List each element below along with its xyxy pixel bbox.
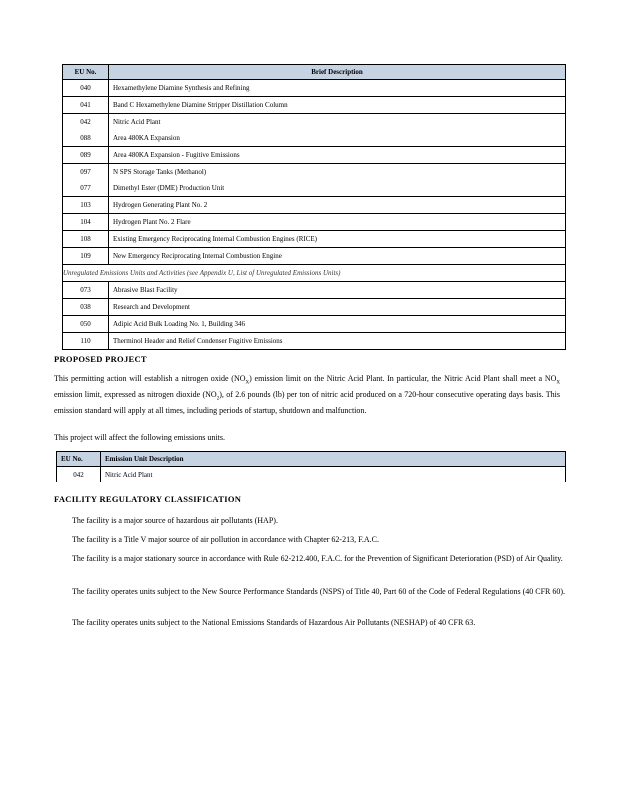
eu-number: 040 (63, 80, 109, 97)
bullet-text: The facility is a major stationary source in accordance with Rule 62-212.400, F.A.C. for the Prevention of Significant Deterioration (PSD) of Air Quality. (72, 554, 563, 563)
list-item (56, 553, 566, 565)
table-row (63, 147, 566, 164)
table-row (57, 467, 566, 483)
eu-number: 038 (63, 299, 109, 316)
emissions-units-table (62, 64, 566, 350)
proposed-project-heading: PROPOSED PROJECT (54, 354, 147, 364)
subscript: 2 (216, 396, 220, 402)
eu-description: Research and Development (109, 299, 566, 316)
list-item (56, 515, 566, 527)
table-row (63, 130, 566, 147)
table-row (63, 180, 566, 197)
table-row (63, 114, 566, 131)
eu-number: 042 (57, 467, 101, 483)
table-row (63, 164, 566, 181)
list-item (56, 586, 566, 598)
eu-number: 089 (63, 147, 109, 164)
eu-description: Area 480KA Expansion - Fugitive Emissions (109, 147, 566, 164)
eu-description: Hexamethylene Diamine Synthesis and Refining (109, 80, 566, 97)
eu-no-header: EU No. (63, 65, 109, 80)
eu-number: 110 (63, 333, 109, 350)
eu-description: New Emergency Reciprocating Internal Combustion Engine (109, 248, 566, 265)
table-row (63, 248, 566, 265)
eu-description: Dimethyl Ester (DME) Production Unit (109, 180, 566, 197)
eu-number: 103 (63, 197, 109, 214)
affected-emissions-units-table (56, 451, 566, 482)
eu-number: 042 (63, 114, 109, 131)
eu-description: Hydrogen Generating Plant No. 2 (109, 197, 566, 214)
eu-description: Band C Hexamethylene Diamine Stripper Distillation Column (109, 97, 566, 114)
table-header-row (63, 65, 566, 80)
eu-description: N SPS Storage Tanks (Methanol) (109, 164, 566, 181)
eu-description: Adipic Acid Bulk Loading No. 1, Building 346 (109, 316, 566, 333)
table-row (63, 282, 566, 299)
eu-number: 050 (63, 316, 109, 333)
eu-no-header: EU No. (57, 452, 101, 467)
bullet-text: The facility operates units subject to the National Emissions Standards of Hazardous Air Pollutants (NESHAP) of 40 CFR 63. (72, 618, 476, 627)
table-row (63, 97, 566, 114)
facility-classification-heading: FACILITY REGULATORY CLASSIFICATION (54, 494, 242, 504)
eu-description: Hydrogen Plant No. 2 Flare (109, 214, 566, 231)
eu-description: Nitric Acid Plant (101, 467, 566, 483)
table-row (63, 316, 566, 333)
eu-number: 073 (63, 282, 109, 299)
unregulated-heading: Unregulated Emissions Units and Activities (see Appendix U, List of Unregulated Emissions Units) (63, 265, 566, 282)
unregulated-group-row (63, 265, 566, 282)
list-item (56, 534, 566, 546)
bullet-text: The facility operates units subject to the New Source Performance Standards (NSPS) of Title 40, Part 60 of the Code of Federal Regulations (40 CFR 60). (72, 587, 566, 596)
table-row (63, 299, 566, 316)
project-affects-text: This project will affect the following emissions units. (54, 433, 225, 442)
paragraph-text: ), of 2.6 pounds (lb) per ton of nitric acid produced on a 720-hour consecutive operating days basis. This emission standard will apply at all times, including periods of startup, shutdown and malfunction. (54, 390, 560, 416)
list-item (56, 617, 566, 629)
subscript: X (556, 380, 561, 386)
eu-description: Area 480KA Expansion (109, 130, 566, 147)
eu-description: Existing Emergency Reciprocating Internal Combustion Engines (RICE) (109, 231, 566, 248)
table-row (63, 214, 566, 231)
paragraph-text: ) emission limit on the Nitric Acid Plant. In particular, the Nitric Acid Plant shall meet a NO (249, 374, 557, 383)
paragraph-text: This permitting action will establish a nitrogen oxide (NO (54, 374, 246, 383)
paragraph-text: emission limit, expressed as nitrogen dioxide (NO (54, 390, 217, 400)
subscript: X (245, 380, 250, 386)
eu-number: 109 (63, 248, 109, 265)
eu-description: Nitric Acid Plant (109, 114, 566, 131)
eu-description: Therminol Header and Relief Condenser Fugitive Emissions (109, 333, 566, 350)
table-row (63, 197, 566, 214)
emission-unit-description-header: Emission Unit Description (101, 452, 566, 467)
table-row (63, 80, 566, 97)
bullet-text: The facility is a major source of hazardous air pollutants (HAP). (72, 516, 278, 525)
table-row (63, 333, 566, 350)
eu-number: 104 (63, 214, 109, 231)
eu-number: 097 (63, 164, 109, 181)
eu-number: 077 (63, 180, 109, 197)
brief-description-header: Brief Description (109, 65, 566, 80)
proposed-project-paragraph (54, 373, 560, 417)
eu-number: 088 (63, 130, 109, 147)
bullet-text: The facility is a Title V major source of air pollution in accordance with Chapter 62-213, F.A.C. (72, 535, 380, 544)
table-header-row (57, 452, 566, 467)
eu-number: 041 (63, 97, 109, 114)
table-row (63, 231, 566, 248)
eu-number: 108 (63, 231, 109, 248)
eu-description: Abrasive Blast Facility (109, 282, 566, 299)
